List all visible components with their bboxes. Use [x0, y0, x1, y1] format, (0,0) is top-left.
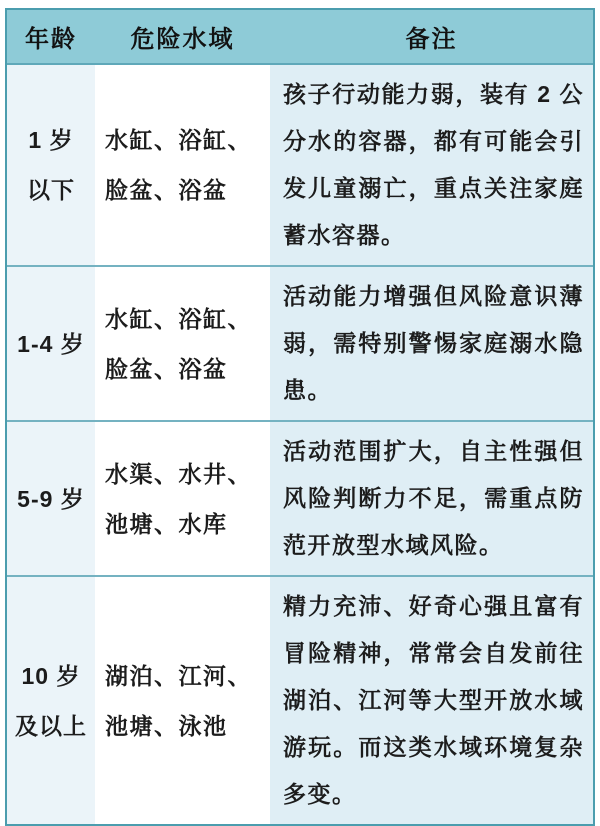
waters-line: 水缸、浴缸、 [105, 305, 252, 332]
table-row-age-5-9 [7, 420, 593, 575]
waters-line: 池塘、水库 [105, 510, 228, 537]
age-line: 1 岁 [28, 127, 74, 153]
note-cell: 活动范围扩大，自主性强但风险判断力不足，需重点防范开放型水域风险。 [270, 422, 593, 575]
table-row-age-10-plus [7, 575, 593, 824]
age-line: 5-9 岁 [17, 485, 85, 512]
note-cell: 精力充沛、好奇心强且富有冒险精神，常常会自发前往湖泊、江河等大型开放水域游玩。而这类水域环境复杂多变。 [270, 577, 593, 824]
note-cell: 活动能力增强但风险意识薄弱，需特别警惕家庭溺水隐患。 [270, 267, 593, 420]
waters-line: 湖泊、江河、 [105, 662, 252, 689]
waters-cell [95, 577, 270, 824]
column-header-dangerous-waters: 危险水域 [130, 26, 235, 53]
note-cell: 孩子行动能力弱，装有 2 公分水的容器，都有可能会引发儿童溺亡，重点关注家庭蓄水容器。 [270, 65, 593, 265]
column-header-notes: 备注 [405, 26, 458, 53]
age-line: 1-4 岁 [17, 330, 85, 357]
column-header-age: 年龄 [25, 26, 77, 53]
waters-cell [95, 65, 270, 265]
waters-line: 池塘、泳池 [105, 712, 228, 739]
drowning-risk-by-age-table [5, 8, 595, 826]
waters-line: 脸盆、浴盆 [105, 355, 228, 382]
waters-cell [95, 422, 270, 575]
table-header-row [7, 10, 593, 65]
age-cell [7, 267, 95, 420]
age-line: 及以上 [15, 712, 87, 739]
age-cell [7, 65, 95, 265]
waters-cell [95, 267, 270, 420]
age-line: 以下 [27, 177, 75, 203]
waters-line: 水缸、浴缸、 [105, 127, 252, 153]
waters-line: 水渠、水井、 [105, 460, 252, 487]
table-row-age-1-4 [7, 265, 593, 420]
table-row-age-under-1 [7, 65, 593, 265]
age-line: 10 岁 [21, 662, 81, 689]
age-cell [7, 422, 95, 575]
waters-line: 脸盆、浴盆 [105, 177, 228, 203]
age-cell [7, 577, 95, 824]
